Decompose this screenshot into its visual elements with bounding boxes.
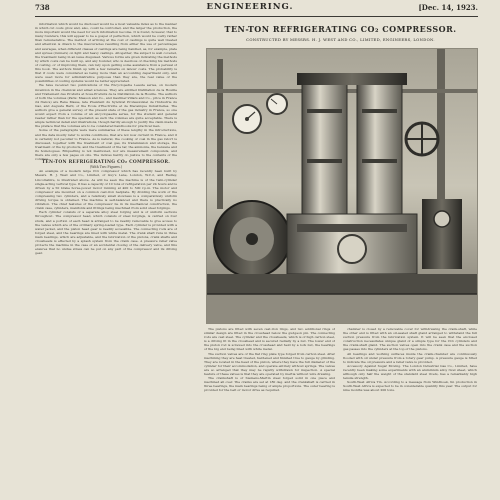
article-title: TEN-TON REFRIGERATING CO₂ COMPRESSOR. xyxy=(224,24,457,34)
left-column xyxy=(35,22,177,492)
paragraph: chamber is closed by a removable cover for withdrawing the crank-shaft, while the other end is fitted with an oil-sealed shaft gland arranged to withstand the full suction pressure from the lubrication system. It will be seen that the enclosed construction necessitates unique gland of a simple type for the CO₂ cylinders and the crank-shaft gland. The suction valves open into the crank case and the suction gas passes into the cylinders at the top of the pistons. xyxy=(343,327,477,352)
section-heading: TEN-TON REFRIGERATING CO₂ COMPRESSOR. xyxy=(41,160,171,166)
masthead: ENGINEERING. xyxy=(206,2,294,12)
paragraph: We have received two publications of the Encyclopedie Leaute series, on modern invention in the chemical and allied sciences. They are entitled Distillation de la Houille and Traitement des Produits et Sous-Produits de la Distillation de la Houille. The authors of both the volumes (Paris: Masson and Co., and Gauthier-Villars and Co., price in France 24 francs) are Rene Masse, late President du Syndicat Professionnel de l'Industrie du Gaz, and Auguste Baril, of the Ecole d'Electricite et de Mecanique Industrielles. The authors give a general survey of the present state of the gas industry in France, so one would expect from a volume of an encyclopaedia series, for the student and general reader rather than for the specialist; as such the volumes are quite acceptable. There is ample technical detail and illustrations, though hardly enough to justify the claim made in the preface that the volumes are to be considered handbooks for practical men. xyxy=(35,83,177,129)
paragraph: Some of the paragraphs were mere summaries of these lengthy in the introductions, and the data mostly refer to works conditions, that are not now current in France, and it is certainly not peculiar to France. As is natural, the cooking of coal in the gas retort is discussed, together with the treatment of coal gas, its transmission and storage, the treatment of the by-products, and the treatment of the tar, the ammonia, the benzene and its homologues. Briquetting is not mentioned, nor are measurement compounds, and there are only a few pages on oils. The indices hardly do justice to the contents of the volumes. xyxy=(35,128,177,162)
paragraph: Each cylinder consists of a separate alloy steel forging and is of uniform sections throughout. The compressor head, which consists of steel forgings, is carried on four studs, and a portion of each head is arranged to be readily removable to give access to the valves which are of the ordinary spring-loaded type. Each cylinder is provided with a water jacket, and the piston head gear is readily accessible. The connecting rods are of forged steel, and the bearings are lined with white metal. The crank shaft runs in three main bearings, which are adjustable, and the lubrication of the pistons, crank shafts and crossheads is effected by a splash system from the crank case. A pressure relief valve protects the machine in the case of an accidental closing of the delivery valve, and this ensures that no undue stress can be put on any part of the compressor and its driving gear. xyxy=(35,210,177,256)
paragraph: information which would be disclosed would be a most valuable index as to the manner in which cut costs grow and, also, could be controlled, and the larger the production, the more important would the need for such information become. It is found, however, that to many founders, this will appear to be a gospel of perfection, which would be costly rather than remunerative. The method of arriving at the cost of castings is quite well treated and attention is drawn to the inaccuracies resulting from either the use of percentages and averages, when different classes of castings are being handled, as, for example, plate and sprues (runners) on light and heavy castings. Altogether, the subject is well covered, the treatment being in an issue disguised. Various forms are given indicating the methods by which costs can be built up, and any founder, who is desirous of checking his methods of costing, or of improving them, can rely upon getting some assistance from a perusal of this book. The authors finish up with a few remarks on labour costs. The probability is that if costs were considered as being more than an accounting department only, and were used more for administrative purposes than they are, the real value of the possibilities of costing systems would be better appreciated. xyxy=(35,22,177,84)
paragraph: All bearings and working surfaces inside the crank-chamber are continuously flooded with oil under pressure from a rotary gear pump. A pressure gauge is fitted to indicate the oil pressure and a relief valve is provided. xyxy=(343,351,477,364)
page-number: 738 xyxy=(35,3,50,12)
right-column xyxy=(343,327,477,492)
paragraph: The pistons are fitted with seven cast-iron rings, and two additional rings of similar design are fitted in the crosshead below the gudgeon pin. The connecting rods are cast steel. The cylinder and the crossheads, which is of high carbon steel, is a driving fit in the crosshead and is secured radially by a nut. The lower end of the piston rod is screwed into the crosshead and held by a lock nut, the bearings of the big end being lined with white metal. xyxy=(204,327,335,352)
paragraph: The suction valves are of the flat ring plate type forged from carbon steel. After machining they are heat treated, hardened and finished true to gauge by grinding. They are located in the head of the piston, where they have the full diameter of the cylinder for their accommodation, and operate entirely without springs. The valves are so arranged that they may be rapidly withdrawn for inspection. A special feature of these valves is that they are operated by inertia without wire drawing. xyxy=(204,351,335,377)
issue-date: [Dec. 14, 1923. xyxy=(418,3,478,12)
paragraph: An example of a modern large CO₂ compressor which has recently been built by Messrs. H. J. West and Co., Limited, of Guy's Lane, London, W.C.2, and Radley, Lincolnshire, is illustrated above. As will be seen the machine is of the twin-cylinder single-acting vertical type. It has a capacity of 10 tons of refrigeration per 24 hours and is driven by a 50 brake horse-power motor running at 400 to 500 r.p.m. The motor and compressor are mounted on a common cast-iron bedplate. By dividing the work of the compressing two cylinders, and a relatively small slowness is a comparatively uniform driving torque is obtained. The machine is self-balanced and there is practically no vibration. The chief features of the compressor lie in its mechanical construction, the crank case, cylinders, manifolds and fittings being machined from solid steel forgings. xyxy=(35,169,177,211)
paragraph: Accessory Against Sugar Moving. The London Industrial Gas Co., Limited, have recently been making some experiments with an aluminium alloy rivet sheet, which although only half the weight of the standard steel rivets, has a remarkably high tensile strength. xyxy=(343,363,477,381)
paragraph: The crankshaft is of Siemens-Martin steel forged solid in one piece and machined all over. The cranks are set at 180 deg. and the crankshaft is carried in three bearings, the main bearings being of ample proportions. The outer bearing is provided for the belt or motor drive as required. xyxy=(204,376,335,393)
section-note: (With Two Figures.) xyxy=(89,165,123,170)
photo-illustration xyxy=(207,49,477,323)
center-column xyxy=(204,327,335,492)
compressor-photograph xyxy=(206,48,478,324)
article-byline: CONSTRUCTED BY MESSRS. H. J. WEST AND CO., LIMITED, ENGINEERS, LONDON. xyxy=(246,37,435,42)
header-rule xyxy=(35,16,478,17)
paragraph: South-West Africa Tin. According to a message from Windhoek, tin production in South-West Africa is expected to be in considerable quantity this year. The output for nine months was about 200 tons. xyxy=(343,380,477,393)
